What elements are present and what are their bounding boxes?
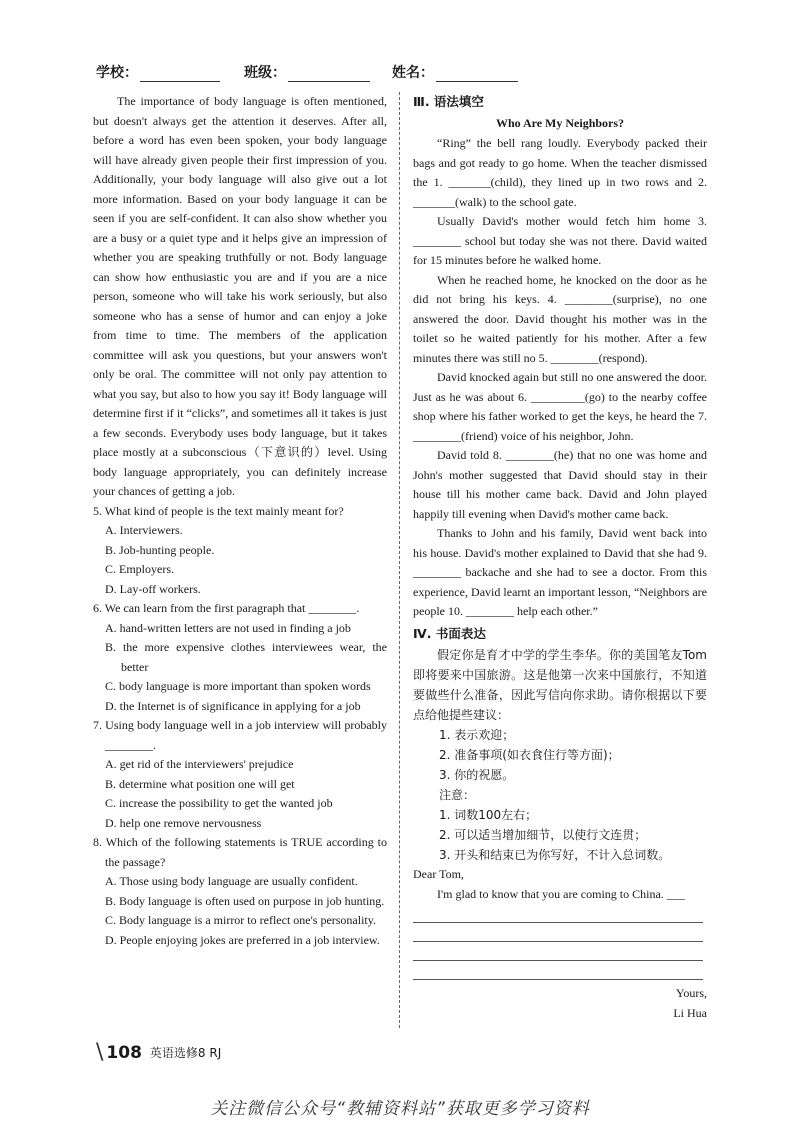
question-stem: 7. Using body language well in a job interview will probably ________. [93, 718, 387, 752]
writing-note: 3. 开头和结束已为你写好，不计入总词数。 [439, 848, 671, 862]
school-label: 学校： [96, 65, 138, 81]
option-b[interactable]: B. determine what position one will get [105, 776, 295, 791]
class-label: 班级： [244, 65, 286, 81]
writing-note: 1. 词数100左右； [439, 808, 538, 822]
grammar-paragraph: Usually David's mother would fetch him home 3. ________ school but today she was not there. David waited for 15 minutes before he walked home. [413, 214, 707, 267]
option-c[interactable]: C. Employers. [105, 562, 174, 576]
grammar-paragraph: David knocked again but still no one answered the door. Just as he was about 6. _________(go) to the nearby coffee shop where his father worked to get the keys, he heard the 7. ________(friend) voice of his neighbor, John. [413, 370, 707, 443]
writing-line[interactable] [413, 904, 703, 923]
letter-opening: I'm glad to know that you are coming to China. ___ [437, 886, 685, 901]
letter-signature: Li Hua [673, 1005, 707, 1020]
writing-section-heading: Ⅳ. 书面表达 [413, 625, 486, 641]
writing-line[interactable] [413, 961, 703, 980]
question-6 [93, 599, 387, 716]
name-blank[interactable] [436, 65, 518, 82]
grammar-paragraph: Thanks to John and his family, David went back into his house. David's mother explained to David that she had 9. ________ backache and she had to see a doctor. From this experience, David learnt an important lesson, “Neighbors are people 10. ________ help each other.” [413, 526, 707, 618]
option-c[interactable]: C. Body language is a mirror to reflect one's personality. [105, 913, 376, 927]
option-b[interactable]: B. Body language is often used on purpose in job hunting. [105, 893, 385, 908]
writing-line[interactable] [413, 923, 703, 942]
option-b[interactable]: B. the more expensive clothes interviewees wear, the better [105, 640, 387, 674]
column-divider [399, 92, 400, 1028]
writing-point: 1. 表示欢迎； [439, 728, 515, 742]
notes-label: 注意： [439, 788, 476, 802]
question-stem: 5. What kind of people is the text mainly meant for? [93, 503, 344, 518]
student-info-header [96, 62, 704, 86]
writing-line[interactable] [413, 942, 703, 961]
question-5 [93, 502, 387, 600]
letter-salutation: Dear Tom, [413, 867, 464, 881]
name-field[interactable] [392, 62, 518, 82]
writing-point: 3. 你的祝愿。 [439, 768, 515, 782]
option-d[interactable]: D. help one remove nervousness [105, 815, 262, 830]
right-column [413, 92, 707, 1023]
option-a[interactable]: A. Those using body language are usually confident. [105, 874, 358, 888]
page-number: 108 [106, 1042, 142, 1063]
grammar-paragraph: David told 8. ________(he) that no one was home and John's mother suggested that David should stay in their house till his mother came back. David and John played happily till evening when David's mother came back. [413, 448, 707, 521]
question-stem: 8. Which of the following statements is TRUE according to the passage? [93, 835, 387, 869]
writing-point: 2. 准备事项(如衣食住行等方面)； [439, 748, 620, 762]
watermark-text: 关注微信公众号“教辅资料站”获取更多学习资料 [210, 1099, 590, 1119]
page-footer [96, 1040, 221, 1065]
letter-closing: Yours, [675, 986, 707, 1000]
class-field[interactable] [244, 62, 370, 82]
school-field[interactable] [96, 62, 220, 82]
grammar-paragraph: When he reached home, he knocked on the door as he did not bring his keys. 4. ________(surprise), no one answered the door. David thought his mother was in the toilet so he waited patiently for his mother. After a few minutes there was still no 5. ________(respond). [413, 272, 707, 365]
grammar-paragraph: “Ring” the bell rang loudly. Everybody packed their bags and got ready to go home. When the teacher dismissed the 1. _______(child), they lined up in two rows and 2. _______(walk) to the school gate. [413, 136, 707, 209]
name-label: 姓名： [392, 65, 434, 81]
question-8 [93, 833, 387, 950]
question-7 [93, 716, 387, 833]
option-a[interactable]: A. hand-written letters are not used in finding a job [105, 620, 351, 635]
reading-passage: The importance of body language is often mentioned, but doesn't always get the attention it deserves. After all, before a word has even been spoken, your body language will have already given people their first impression of you. Additionally, your body language will also give out a lot more information. Based on your body language it can be seen if you are self-confident. It can also show whether you are a busy or a quiet type and it helps give an impression of whether you are speaking truthfully or not. Body language can show how enthusiastic you are and if you are a nice person, someone who will take his work seriously, but also someone who has a sense of humor and can enjoy a joke from time to time. The members of the application committee will ask you questions, but your answers won't only be oral. The committee will not only pay attention to what you say, but also to how you say it! Body language will determine first if it “clicks”, and sometimes all it takes is just a few seconds. Everybody uses body language, but it takes place mostly at a subconscious（下意识的）level. Using body language appropriately, you can definitely increase your chances of getting a job. [93, 94, 387, 498]
question-stem: 6. We can learn from the first paragraph that ________. [93, 601, 360, 615]
left-column [93, 92, 387, 950]
option-d[interactable]: D. Lay-off workers. [105, 581, 201, 596]
option-c[interactable]: C. increase the possibility to get the wanted job [105, 796, 333, 810]
option-d[interactable]: D. People enjoying jokes are preferred in a job interview. [105, 932, 380, 947]
writing-prompt: 假定你是育才中学的学生李华。你的美国笔友Tom即将要来中国旅游。这是他第一次来中国旅行，不知道要做些什么准备，因此写信向你求助。请你根据以下要点给他提些建议： [413, 648, 707, 722]
option-b[interactable]: B. Job-hunting people. [105, 542, 215, 557]
grammar-section-heading: Ⅲ. 语法填空 [413, 94, 484, 109]
option-d[interactable]: D. the Internet is of significance in applying for a job [105, 698, 361, 713]
school-blank[interactable] [140, 65, 220, 82]
page-slash-icon: \ [96, 1040, 104, 1065]
writing-note: 2. 可以适当增加细节，以使行文连贯； [439, 828, 647, 842]
book-name: 英语选修8 RJ [149, 1046, 222, 1060]
option-c[interactable]: C. body language is more important than spoken words [105, 679, 371, 693]
class-blank[interactable] [288, 65, 370, 82]
option-a[interactable]: A. get rid of the interviewers' prejudice [105, 757, 294, 771]
grammar-passage-title: Who Are My Neighbors? [495, 115, 625, 130]
option-a[interactable]: A. Interviewers. [105, 523, 183, 537]
